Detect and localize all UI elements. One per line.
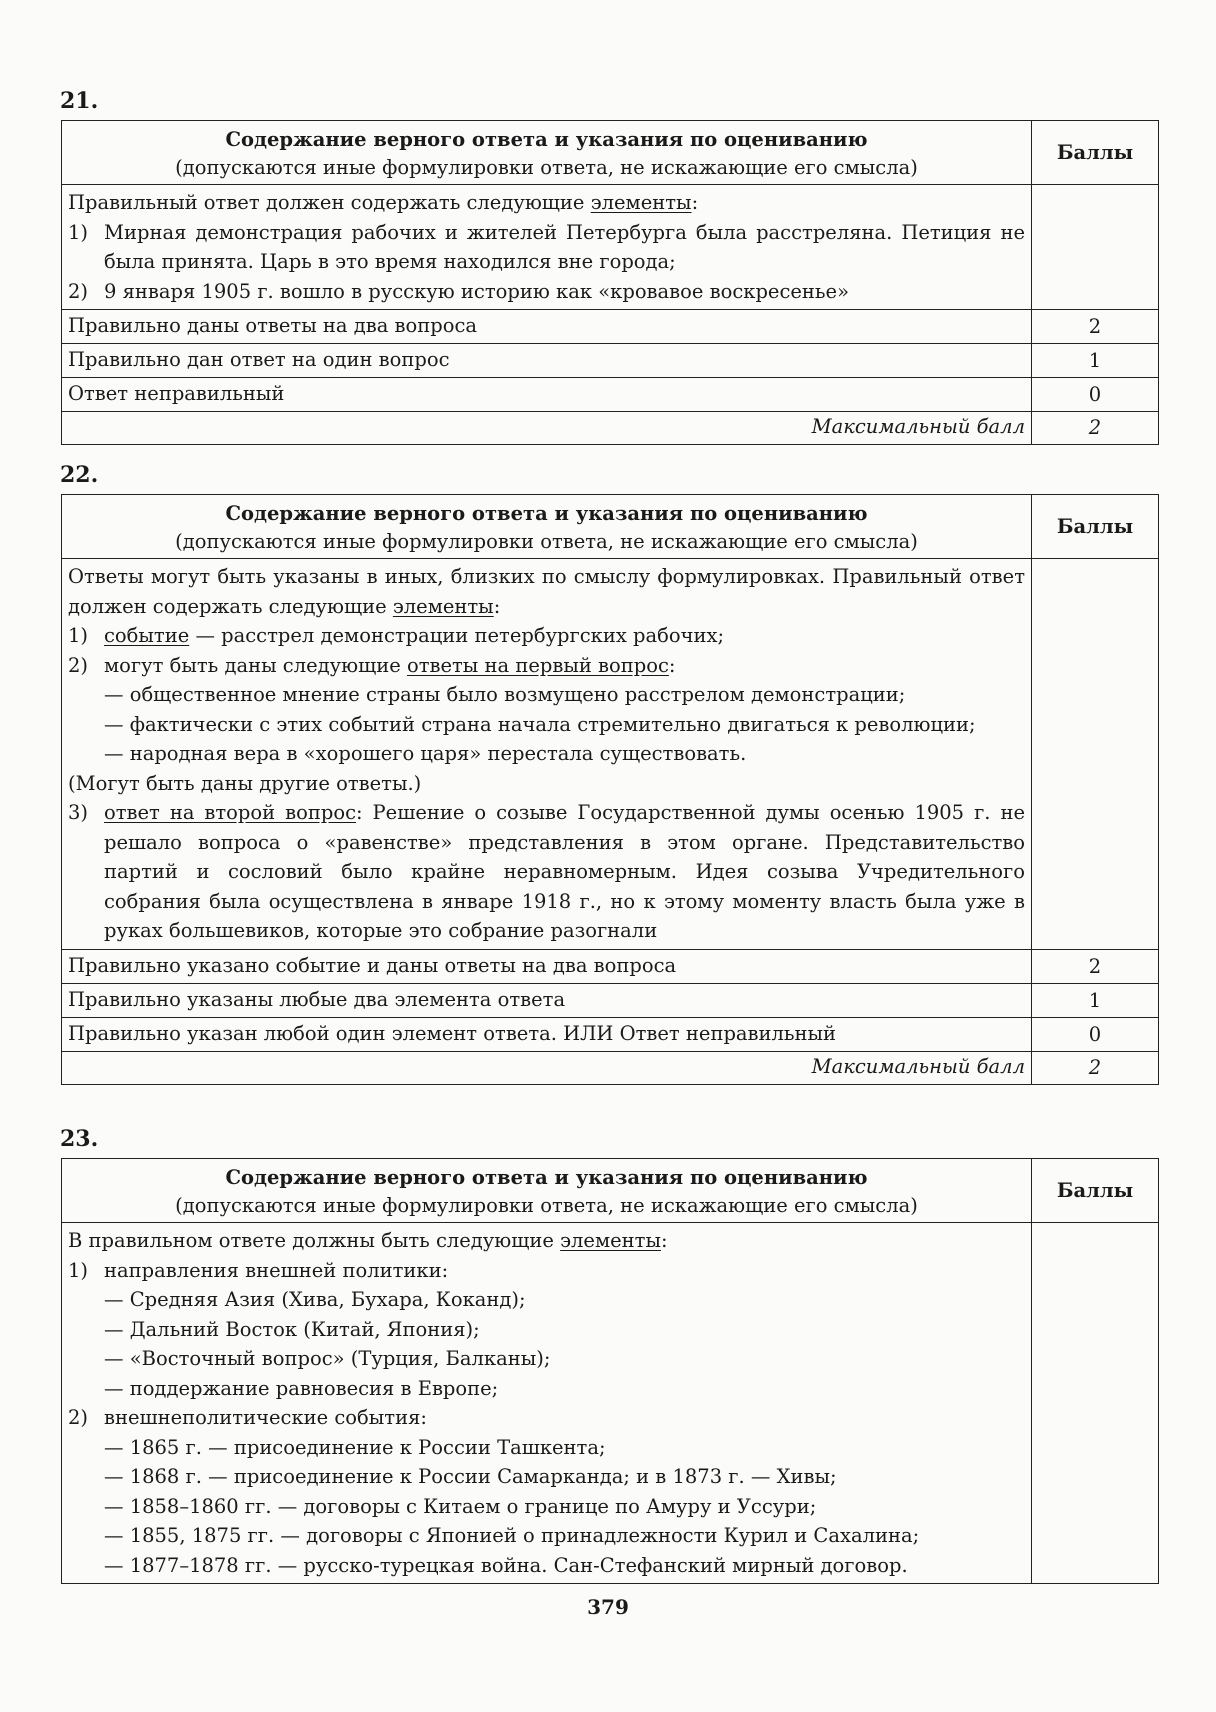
answer-content (62, 1223, 1032, 1584)
points-header: Баллы (1032, 495, 1159, 559)
page-number: 379 (587, 1595, 629, 1619)
intro-text: Ответы могут быть указаны в иных, близких по смыслу формулировках. Правильный ответ должен содержать следующие (68, 565, 1025, 618)
max-score-value: 2 (1032, 412, 1159, 445)
criterion-text: Правильно указано событие и даны ответы на два вопроса (62, 949, 1032, 983)
table-header-row (62, 121, 1159, 185)
header-cell (62, 495, 1032, 559)
max-score-label: Максимальный балл (62, 412, 1032, 445)
header-title: Содержание верного ответа и указания по оцениванию (225, 502, 868, 525)
intro-colon: : (691, 191, 699, 214)
dash-item: — народная вера в «хорошего царя» перестала существовать. (104, 742, 747, 765)
underlined-term: элементы (590, 191, 692, 214)
question-number-22: 22. (60, 462, 99, 488)
header-subtitle: (допускаются иные формулировки ответа, не искажающие его смысла) (175, 1194, 918, 1217)
criterion-text: Ответ неправильный (62, 378, 1032, 412)
item-number: 1) (68, 1258, 89, 1282)
max-score-row (62, 412, 1159, 445)
question-number-21: 21. (60, 88, 99, 114)
table-row (62, 310, 1159, 344)
header-subtitle: (допускаются иные формулировки ответа, не искажающие его смысла) (175, 156, 918, 179)
max-score-label: Максимальный балл (62, 1051, 1032, 1084)
answer-item: могут быть даны следующие (104, 653, 407, 677)
table-row (62, 378, 1159, 412)
rubric-table-21 (61, 120, 1159, 445)
intro-colon: : (493, 594, 501, 618)
table-row (62, 949, 1159, 983)
criterion-points: 0 (1032, 1017, 1159, 1051)
table-row (62, 344, 1159, 378)
dash-item: — 1858–1860 гг. — договоры с Китаем о границе по Амуру и Уссури; (104, 1494, 817, 1518)
answer-item: Мирная демонстрация рабочих и жителей Петербурга была расстреляна. Петиция не была принята. Царь в это время находился вне города; (104, 220, 1025, 273)
dash-item: — Дальний Восток (Китай, Япония); (104, 1317, 480, 1341)
answer-content-row (62, 185, 1159, 310)
answer-item: направления внешней политики: (104, 1258, 449, 1282)
header-cell (62, 1159, 1032, 1223)
criterion-text: Правильно указан любой один элемент ответа. ИЛИ Ответ неправильный (62, 1017, 1032, 1051)
answer-item-colon: : (668, 653, 676, 677)
criterion-points: 1 (1032, 344, 1159, 378)
max-score-value: 2 (1032, 1051, 1159, 1084)
answer-item: : Решение о созыве Государственной думы осенью 1905 г. не решало вопроса о «равенстве» представления в этом органе. Представительство партий и сословий было крайне неравномерным. Идея созыва Учредительного собрания была осуществлена в январе 1918 г., но к этому моменту власть была уже в руках большевиков, которые это собрание разогнали (104, 801, 1026, 942)
dash-item: — 1877–1878 гг. — русско-турецкая война. Сан-Стефанский мирный договор. (104, 1553, 908, 1577)
empty-points-cell (1032, 559, 1159, 950)
answer-item: внешнеполитические события: (104, 1406, 427, 1429)
item-number: 2) (68, 279, 89, 303)
table-row (62, 983, 1159, 1017)
note-text: (Могут быть даны другие ответы.) (68, 771, 422, 795)
dash-item: — поддержание равновесия в Европе; (104, 1376, 499, 1400)
underlined-term: событие (104, 624, 190, 647)
criterion-points: 0 (1032, 378, 1159, 412)
dash-item: — 1868 г. — присоединение к России Самарканда; и в 1873 г. — Хивы; (104, 1465, 837, 1488)
header-title: Содержание верного ответа и указания по оцениванию (225, 128, 868, 151)
table-header-row (62, 495, 1159, 559)
criterion-text: Правильно указаны любые два элемента ответа (62, 983, 1032, 1017)
dash-item: — фактически с этих событий страна начала стремительно двигаться к революции; (104, 712, 976, 736)
answer-content (62, 559, 1032, 950)
answer-content-row (62, 559, 1159, 950)
rubric-table-22 (61, 494, 1159, 1085)
rubric-table-23 (61, 1158, 1159, 1584)
header-cell (62, 121, 1032, 185)
criterion-text: Правильно даны ответы на два вопроса (62, 310, 1032, 344)
question-number-23: 23. (60, 1126, 99, 1152)
max-score-row (62, 1051, 1159, 1084)
item-number: 3) (68, 801, 89, 824)
points-header: Баллы (1032, 121, 1159, 185)
answer-content (62, 185, 1032, 310)
criterion-points: 1 (1032, 983, 1159, 1017)
underlined-term: элементы (392, 594, 494, 618)
answer-item: — расстрел демонстрации петербургских рабочих; (189, 624, 725, 647)
dash-item: — 1865 г. — присоединение к России Ташкента; (104, 1435, 606, 1459)
points-header: Баллы (1032, 1159, 1159, 1223)
underlined-term: элементы (560, 1229, 661, 1252)
header-title: Содержание верного ответа и указания по оцениванию (225, 1166, 868, 1189)
dash-item: — «Восточный вопрос» (Турция, Балканы); (104, 1347, 551, 1370)
answer-content-row (62, 1223, 1159, 1584)
header-subtitle: (допускаются иные формулировки ответа, не искажающие его смысла) (175, 530, 918, 553)
dash-item: — общественное мнение страны было возмущено расстрелом демонстрации; (104, 683, 906, 706)
underlined-term: ответ на второй вопрос (104, 801, 356, 824)
intro-text: Правильный ответ должен содержать следующие (68, 191, 591, 214)
dash-item: — Средняя Азия (Хива, Бухара, Коканд); (104, 1288, 526, 1311)
empty-points-cell (1032, 185, 1159, 310)
item-number: 2) (68, 1406, 89, 1429)
item-number: 2) (68, 653, 89, 677)
dash-item: — 1855, 1875 гг. — договоры с Японией о принадлежности Курил и Сахалина; (104, 1524, 920, 1547)
answer-item: 9 января 1905 г. вошло в русскую историю как «кровавое воскресенье» (104, 279, 850, 303)
intro-text: В правильном ответе должны быть следующие (68, 1229, 561, 1252)
item-number: 1) (68, 624, 89, 647)
table-header-row (62, 1159, 1159, 1223)
item-number: 1) (68, 220, 89, 244)
criterion-points: 2 (1032, 949, 1159, 983)
table-row (62, 1017, 1159, 1051)
criterion-text: Правильно дан ответ на один вопрос (62, 344, 1032, 378)
intro-colon: : (660, 1229, 668, 1252)
underlined-term: ответы на первый вопрос (406, 653, 669, 677)
criterion-points: 2 (1032, 310, 1159, 344)
empty-points-cell (1032, 1223, 1159, 1584)
